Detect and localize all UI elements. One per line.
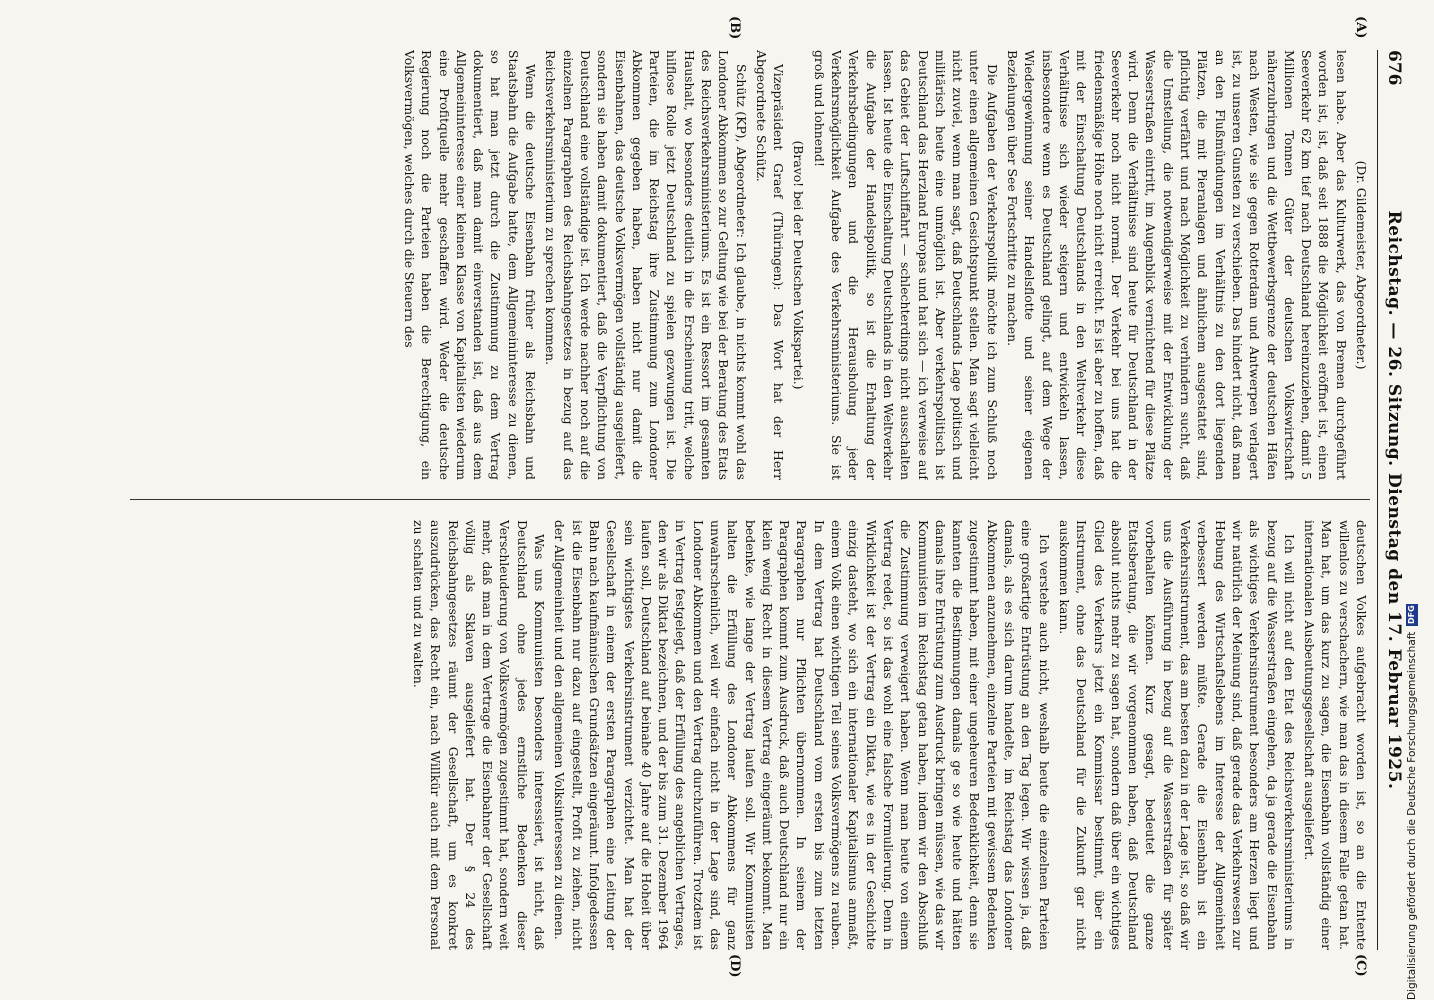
dfg-logo-icon: DFG [1407,605,1416,624]
paragraph: deutschen Volkes aufgebracht worden ist, so an die Entente willenlos zu verschachern, wie man das in diesem Falle getan hat. Man hat, um das kurz zu sagen, die Eisenbahn vollständig einer internationalen Ausbeutungsgesellschaft ausgeliefert. [1302,520,1369,950]
speaker-line: (Dr. Gildemeister, Abgeordneter.) [1354,160,1369,370]
running-title: Reichstag. — 26. Sitzung. Dienstag den 17. Februar 1925. [1384,210,1404,790]
paragraph: Ich verstehe auch nicht, weshalb heute die einzelnen Parteien eine großartige Entrüstung an den Tag legen. Wir wissen ja, daß damals, als es sich darum handelte, im Reichstag das Londoner Abkommen anzunehmen, einzelne Parteien mit gewissem Bedenken zugestimmt haben, mit einer ungeheuren Bedenklichkeit, denn sie kannten die Bestimmungen damals ge so wie heute und hätten damals ihre Entrüstung zum Ausdruck bringen müssen, wie das wir Kommunisten im Reichstag getan haben, indem wir den Abschluß die Zustimmung verweigert haben. Wenn man heute von einem Vertrag redet, so ist das wohl eine falsche Formulierung. Denn in Wirklichkeit ist der Vertrag ein Diktat, wie es in der Geschichte einzig dasteht, wo sich ein internationaler Kapitalismus anmaßt, einem Volk einen wichtigen Teil seines Volksvermögens zu rauben. In dem Vertrag hat Deutschland vom ersten bis zum letzten Paragraphen nur Pflichten übernommen. In seinem der Paragraphen kommt zum Ausdruck, daß auch Deutschland nur ein klein wenig Recht in diesem Vertrag eingeräumt bekommt. Man bedenke, wie lange der Vertrag laufen soll. Wir Kommunisten halten die Erfüllung des Londoner Abkommens für ganz unwahrscheinlich, weil wir einfach nicht in der Lage sind, das Londoner Abkommen und den Vertrag durchzuführen. Trotzdem ist in Vertrag festgelegt, daß der Erfüllung des angeblichen Vertrages, den wir als Diktat bezeichnen, und der bis zum 31. Dezember 1964 laufen soll, Deutschland auf beinahe 40 Jahre auf die Hoheit über sein wichtigstes Verkehrsinstrument verzichtet. Man hat der Gesellschaft in einem der ersten Paragraphen eine Leitung der Bahn nach kaufmännischen Grundsätzen eingeräumt. Infolgedessen ist die Eisenbahn nur dazu auf eingestellt, Profit zu ziehen, nicht der Allgemeinheit und den allgemeinen Volksinteressen zu dienen. [552,520,1052,950]
rotated-document-page [120,16,1410,978]
paragraph: lesen habe. Aber das Kulturwerk, das von Bremen durchgeführt worden ist, ist, daß seit 1888 die Möglichkeit eröffnet ist, einen Seeverkehr 62 km tief nach Deutschland hereinzuziehen, damit 5 Millionen Tonnen Güter der deutschen Volkswirtschaft näherzubringen und die Wettbewerbsgrenze der deutschen Häfen nach Westen, wie sie gegen Rotterdam und Antwerpen verlagert ist, zu unseren Gunsten zu verschieben. Das hindert nicht, daß man an den Flußmündungen im Verhältnis zu den dort liegenden Plätzen, die mit Pieranlagen und ähnlichem ausgestattet sind, pflichtig verfährt und nach Möglichkeit zu verhindern sucht, daß die Umstellung, die notwendigerweise mit der Entwicklung der Wasserstraßen eintritt, im Augenblick vernichtend für diese Plätze wird. Denn die Verhältnisse sind heute für Deutschland in der Seeverkehr noch nicht normal. Der Verkehr bei uns hat die friedensmäßige Höhe noch nicht erreicht. Es ist aber zu hoffen, daß mit der Einschaltung Deutschlands in den Weltverkehr diese Verhältnisse sich wieder steigern und entwickeln lassen, insbesondere wenn es Deutschland gelingt, auf dem Wege der Wiedergewinnung seiner Handelsflotte und seiner eigenen Beziehungen über See Fortschritte zu machen. [1005,50,1349,480]
column-divider [130,499,1370,500]
left-column [130,50,1370,480]
margin-marker-b: (B) [727,16,742,40]
paragraph: Schütz (KP), Abgeordneter: Ich glaube, in nichts kommt wohl das Londoner Abkommen so zur Geltung wie bei der Beratung des Etats des Reichsverkehrsministeriums. Es ist ein Ressort im gesamten Haushalt, wo besonders deutlich in die Erscheinung tritt, welche hilflose Rolle jetzt Deutschland zu spielen gezwungen ist. Die Parteien, die im Reichstag ihre Zustimmung zum Londoner Abkommen gegeben haben, haben nicht nur damit die Eisenbahnen, das deutsche Volksvermögen vollständig ausgeliefert, sondern sie haben damit dokumentiert, daß die Verpflichtung von Deutschland eine vollständige ist. Ich werde nachher noch auf die einzelnen Paragraphen des Reichsbahngesetzes in bezug auf das Reichsverkehrsministerium zu sprechen kommen. [543,50,749,480]
applause-note: (Bravo! bei der Deutschen Volkspartei.) [791,140,807,390]
margin-marker-c: (C) [1353,954,1368,977]
page-number: 676 [1384,50,1404,86]
paragraph: Die Aufgaben der Verkehrspolitik möchte ich zum Schluß noch unter einen allgemeinen Gesichtspunkt stellen. Man sagt vielleicht nicht zuviel, wenn man sagt, daß Deutschlands Lage politisch und militärisch heute eine unmöglich ist. Aber verkehrspolitisch ist Deutschland das Herzland Europas und hat sich — ich verweise auf das Gebiet der Luftschiffahrt — schlechterdings nicht ausschalten lassen. Ist heute die Einschaltung Deutschlands in den Weltverkehr die Aufgabe der Handelspolitik, so ist die Erhaltung der Verkehrsbedingungen und die Herausholung jeder Verkehrsmöglichkeit Aufgabe des Verkehrsministeriums. Sie ist groß und lohnend! [811,50,1000,480]
paragraph: Wenn die deutsche Eisenbahn früher als Reichsbahn und Staatsbahn die Aufgabe hatte, dem Allgemeininteresse zu dienen, so hat man jetzt durch die Zustimmung zu dem Vertrag dokumentiert, daß man damit einverstanden ist, daß aus dem Allgemeininteresse einer kleinen Klasse von Kapitalisten wiederum eine Profitquelle mehr geschaffen wird. Weder die deutsche Regierung noch die Parteien haben die Berechtigung, ein Volksvermögen, welches durch die Steuern des [401,50,539,480]
margin-marker-d: (D) [727,954,742,978]
margin-marker-a: (A) [1353,16,1368,39]
paragraph: Ich will nicht auf den Etat des Reichsverkehrsministeriums in bezug auf die Wasserstraßen eingehen, da ja gerade die Eisenbahn als wichtiges Verkehrsinstrument besonders am Herzen liegt und wir natürlich der Meinung sind, daß gerade das Verkehrswesen zur Hebung des Wirtschaftslebens im Interesse der Allgemeinheit verbessert werden müßte. Gerade die Eisenbahn ist ein Verkehrsinstrument, das am besten dazu in der Lage ist, so daß wir uns die Ausführung in bezug auf die Wasserstraßen für später vorbehalten können. Kurz gesagt, bedeutet die ganze Etatsberatung, die wir vorgenommen haben, daß Deutschland absolut nichts mehr zu sagen hat, sondern daß über ein wichtiges Glied des Verkehrs jetzt ein Kommissar bestimmt, über ein Instrument, ohne das Deutschland für die Zukunft gar nicht auskommen kann. [1056,520,1297,950]
credit-text: Digitalisierung gefördert durch die Deutsche Forschungsgemeinschaft [1406,631,1418,1000]
paragraph: Was uns Kommunisten besonders interessiert, ist nicht, daß Deutschland ohne jedes ernstliche Bedenken dieser Verschleuderung von Volksvermögen zugestimmt hat, sondern weit mehr, daß man in dem Vertrage die Eisenbahner der Gesellschaft völlig als Sklaven ausgeliefert hat. Der § 24 des Reichsbahngesetzes räumt der Gesellschaft, um es konkret auszudrücken, das Recht ein, nach Willkür auch mit dem Personal zu schalten und zu walten. [410,520,548,950]
vice-president-line: Vizepräsident Graef (Thüringen): Das Wort hat der Herr Abgeordnete Schütz. [753,50,787,480]
right-column [130,520,1370,950]
digitization-credit [1406,80,1418,1000]
